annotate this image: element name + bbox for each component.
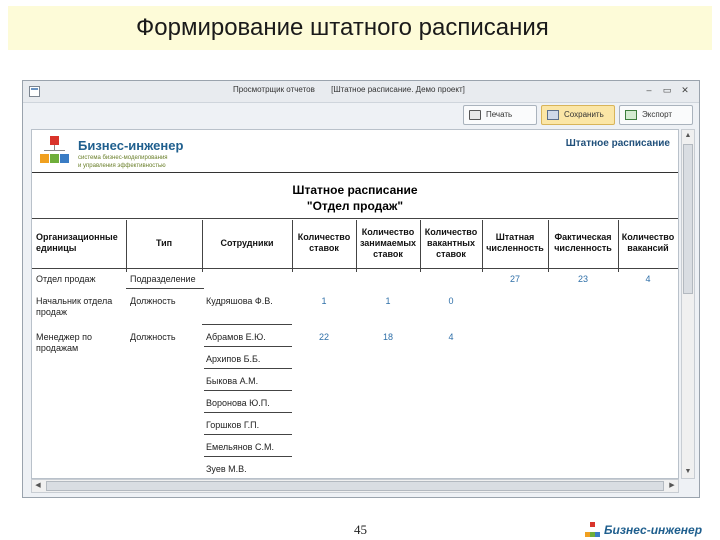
column-divider: [126, 220, 127, 272]
save-icon: [547, 110, 559, 120]
scroll-up-icon[interactable]: ▲: [684, 132, 692, 139]
header-rule: [32, 172, 678, 173]
column-header-vacant: Количество вакантных ставок: [424, 226, 478, 259]
cell-staff: 27: [509, 274, 520, 284]
list-item: Воронова Ю.П.: [206, 398, 270, 408]
footer-logo: [585, 520, 717, 540]
employee-rule: [204, 346, 292, 347]
cell-vacant: 0: [448, 296, 454, 306]
footer-logo-mark-icon: [585, 522, 601, 538]
maximize-button[interactable]: ▭: [662, 85, 672, 95]
save-button[interactable]: [541, 105, 615, 125]
list-item: Зуев М.В.: [206, 464, 247, 474]
column-divider: [202, 220, 203, 272]
print-label: Печать: [486, 110, 513, 119]
column-header-rates: Количество ставок: [297, 232, 351, 253]
scroll-left-icon[interactable]: ◀: [35, 482, 41, 489]
vertical-scroll-thumb[interactable]: [683, 144, 693, 294]
brand-subtitle-line-2: и управления эффективностью: [78, 163, 166, 169]
brand-subtitle-line-1: система бизнес-моделирования: [78, 155, 168, 161]
list-item: Быкова А.М.: [206, 376, 259, 386]
list-item: Горшков Г.П.: [206, 420, 260, 430]
cell-vacancies: 4: [645, 274, 651, 284]
page-number: 45: [354, 522, 367, 537]
cell-employee: Абрамов Е.Ю.: [206, 332, 266, 342]
cell-rates: 22: [318, 332, 329, 342]
column-header-employees: Сотрудники: [220, 237, 274, 248]
toolbar: [23, 103, 699, 127]
cell-unit: Отдел продаж: [36, 274, 96, 284]
export-icon: [625, 110, 637, 120]
column-divider: [420, 220, 421, 272]
row-rule: [126, 288, 204, 289]
cell-type: Должность: [130, 332, 176, 342]
window-title: [233, 85, 479, 94]
cell-occupied: 18: [382, 332, 393, 342]
scroll-right-icon[interactable]: ▶: [669, 482, 675, 489]
employee-rule: [204, 434, 292, 435]
horizontal-scroll-thumb[interactable]: [46, 481, 664, 491]
employee-rule: [204, 368, 292, 369]
employee-rule: [204, 390, 292, 391]
column-header-occupied: Количество занимаемых ставок: [359, 226, 417, 259]
column-divider: [548, 220, 549, 272]
column-divider: [482, 220, 483, 272]
cell-type: Подразделение: [130, 274, 196, 284]
logo-mark-icon: [40, 136, 70, 166]
report-title: [32, 182, 678, 214]
cell-vacant: 4: [448, 332, 454, 342]
column-header-type: Тип: [155, 237, 173, 248]
cell-unit: Начальник отдела продаж: [36, 296, 113, 317]
row-rule: [202, 324, 292, 325]
employee-rule: [204, 412, 292, 413]
cell-employee: Кудряшова Ф.В.: [206, 296, 273, 306]
window-icon: [29, 86, 40, 97]
employee-rule: [204, 456, 292, 457]
column-divider: [618, 220, 619, 272]
horizontal-scrollbar[interactable]: [31, 479, 679, 493]
slide-title: Формирование штатного расписания: [136, 14, 549, 41]
brand-name: Бизнес-инженер: [78, 138, 184, 153]
report-tag: Штатное расписание: [565, 138, 670, 149]
cell-unit: Менеджер по продажам: [36, 332, 93, 353]
cell-type: Должность: [130, 296, 176, 306]
list-item: Архипов Б.Б.: [206, 354, 261, 364]
brand-subtitle: [78, 154, 168, 170]
report-title-line-1: Штатное расписание: [292, 183, 418, 197]
column-divider: [356, 220, 357, 272]
column-header-vacancies: Количество вакансий: [621, 232, 675, 253]
scroll-down-icon[interactable]: ▼: [684, 468, 692, 475]
column-header-staff: Штатная численность: [486, 232, 544, 253]
brand-logo: [40, 136, 190, 174]
table-top-rule: [32, 218, 678, 219]
report-title-line-2: "Отдел продаж": [306, 199, 404, 213]
export-button[interactable]: [619, 105, 693, 125]
minimize-button[interactable]: –: [646, 85, 652, 95]
report-page[interactable]: [31, 129, 679, 479]
window-title-doc: [Штатное расписание. Демо проект]: [331, 85, 465, 94]
cell-actual: 23: [577, 274, 588, 284]
window-titlebar: [23, 81, 699, 103]
vertical-scrollbar[interactable]: [681, 129, 695, 479]
print-icon: [469, 110, 481, 120]
save-label: Сохранить: [564, 110, 604, 119]
column-divider: [292, 220, 293, 272]
close-button[interactable]: ✕: [681, 85, 689, 95]
slide-title-band: [8, 6, 712, 50]
table-header-rule: [32, 268, 678, 269]
column-header-actual: Фактическая численность: [554, 232, 612, 253]
window-title-app: Просмотрщик отчетов: [233, 85, 315, 94]
print-button[interactable]: [463, 105, 537, 125]
column-header-unit: Организационные единицы: [36, 232, 118, 253]
list-item: Емельянов С.М.: [206, 442, 274, 452]
export-label: Экспорт: [642, 110, 673, 119]
cell-occupied: 1: [385, 296, 391, 306]
cell-rates: 1: [321, 296, 327, 306]
footer-brand: Бизнес-инженер: [604, 523, 703, 537]
report-viewer-window: [22, 80, 700, 498]
